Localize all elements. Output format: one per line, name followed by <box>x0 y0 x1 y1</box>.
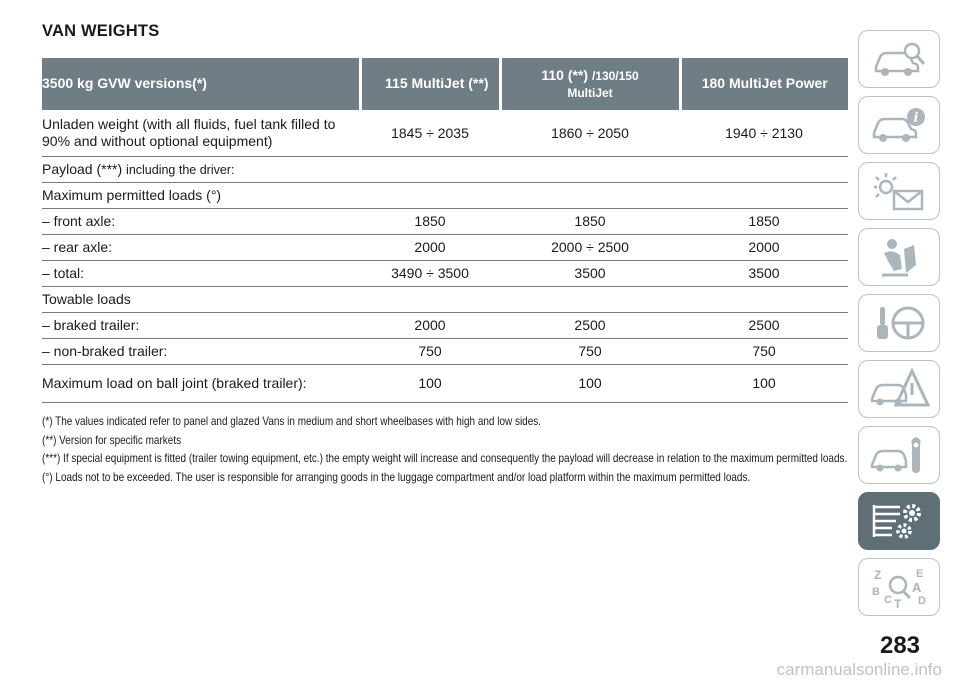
tab-maintenance[interactable] <box>858 426 940 484</box>
table-header-row <box>42 58 848 110</box>
svg-text:D: D <box>918 595 926 607</box>
page-number: 283 <box>879 632 921 659</box>
van-weights-table <box>42 58 848 403</box>
payload-label: Payload (***) <box>42 161 127 177</box>
row-label: – front axle: <box>42 209 360 235</box>
row-value: 2500 <box>680 313 848 339</box>
row-label: Maximum permitted loads (°) <box>42 183 848 209</box>
row-value: 2000 <box>360 235 500 261</box>
maintenance-icon <box>868 433 930 477</box>
svg-text:C: C <box>884 594 892 606</box>
row-value: 3500 <box>680 261 848 287</box>
row-label: Unladen weight (with all fluids, fuel tank filled to 90% and without optional equipment) <box>42 110 360 157</box>
table-row <box>42 235 848 261</box>
row-label: Maximum load on ball joint (braked trailer): <box>42 365 360 403</box>
header-110-130-150-multijet <box>500 58 680 110</box>
footnote: (*) The values indicated refer to panel and glazed Vans in medium and short wheelbases with high and low sides. <box>42 415 542 428</box>
car-search-icon <box>868 37 930 81</box>
row-value: 3490 ÷ 3500 <box>360 261 500 287</box>
payload-sub: including the driver: <box>126 163 235 177</box>
watermark: carmanualsonline.info <box>776 660 942 679</box>
table-row <box>42 365 848 403</box>
row-value: 1860 ÷ 2050 <box>500 110 680 157</box>
tab-index[interactable] <box>858 558 940 616</box>
starting-driving-icon <box>868 301 930 345</box>
row-value: 1850 <box>680 209 848 235</box>
table-row <box>42 261 848 287</box>
row-label: Towable loads <box>42 287 848 313</box>
table-row <box>42 209 848 235</box>
svg-text:i: i <box>913 111 919 126</box>
row-label: – braked trailer: <box>42 313 360 339</box>
row-value: 1940 ÷ 2130 <box>680 110 848 157</box>
tab-warning-lights[interactable] <box>858 162 940 220</box>
row-value: 750 <box>360 339 500 365</box>
table-row <box>42 183 848 209</box>
row-value: 100 <box>500 365 680 403</box>
table-row <box>42 110 848 157</box>
row-value: 2000 <box>360 313 500 339</box>
header-115-multijet: 115 MultiJet (**) <box>360 58 500 110</box>
tab-knowing-instrument-panel[interactable] <box>858 96 940 154</box>
row-value: 750 <box>500 339 680 365</box>
row-value: 2000 ÷ 2500 <box>500 235 680 261</box>
row-value: 1845 ÷ 2035 <box>360 110 500 157</box>
row-value: 1850 <box>500 209 680 235</box>
car-info-icon <box>868 103 930 147</box>
row-value: 1850 <box>360 209 500 235</box>
alphabetical-index-icon <box>868 565 930 609</box>
header-110-line1: 110 (**) <box>541 66 592 83</box>
footnote: (**) Version for specific markets <box>42 433 182 447</box>
row-label <box>42 157 848 183</box>
svg-text:Z: Z <box>874 568 882 582</box>
svg-text:T: T <box>894 597 902 609</box>
footnotes <box>42 415 850 489</box>
row-value: 2500 <box>500 313 680 339</box>
table-row <box>42 287 848 313</box>
chapter-sidebar <box>858 30 942 624</box>
row-value: 2000 <box>680 235 848 261</box>
tab-knowing-vehicle[interactable] <box>858 30 940 88</box>
tab-technical-data[interactable] <box>858 492 940 550</box>
table-row <box>42 157 848 183</box>
row-value: 100 <box>680 365 848 403</box>
table-row <box>42 339 848 365</box>
table-row <box>42 313 848 339</box>
section-title: VAN WEIGHTS <box>42 22 160 40</box>
svg-text:A: A <box>912 580 922 595</box>
row-value: 100 <box>360 365 500 403</box>
warning-lights-icon <box>868 169 930 213</box>
tab-emergency[interactable] <box>858 360 940 418</box>
header-180-multijet-power: 180 MultiJet Power <box>680 58 848 110</box>
row-label: – rear axle: <box>42 235 360 261</box>
technical-data-icon <box>868 499 930 543</box>
header-versions: 3500 kg GVW versions(*) <box>42 58 360 110</box>
row-value: 750 <box>680 339 848 365</box>
tab-starting-driving[interactable] <box>858 294 940 352</box>
row-label: – non-braked trailer: <box>42 339 360 365</box>
footnote: (°) Loads not to be exceeded. The user is responsible for arranging goods in the luggage compartment and/or load platform within the maximum permitted loads. <box>42 470 751 484</box>
row-value: 3500 <box>500 261 680 287</box>
svg-text:B: B <box>872 586 880 598</box>
emergency-icon <box>868 367 930 411</box>
airbag-child-seat-icon <box>868 235 930 279</box>
tab-safety[interactable] <box>858 228 940 286</box>
header-110-small: /130/150 <box>591 68 639 83</box>
svg-text:E: E <box>916 568 924 580</box>
row-label: – total: <box>42 261 360 287</box>
footnote: (***) If special equipment is fitted (trailer towing equipment, etc.) the empty weight will increase and consequently the payload will decrease in relation to the maximum permitted loads. <box>42 452 848 465</box>
header-110-line2: MultiJet <box>567 86 613 100</box>
